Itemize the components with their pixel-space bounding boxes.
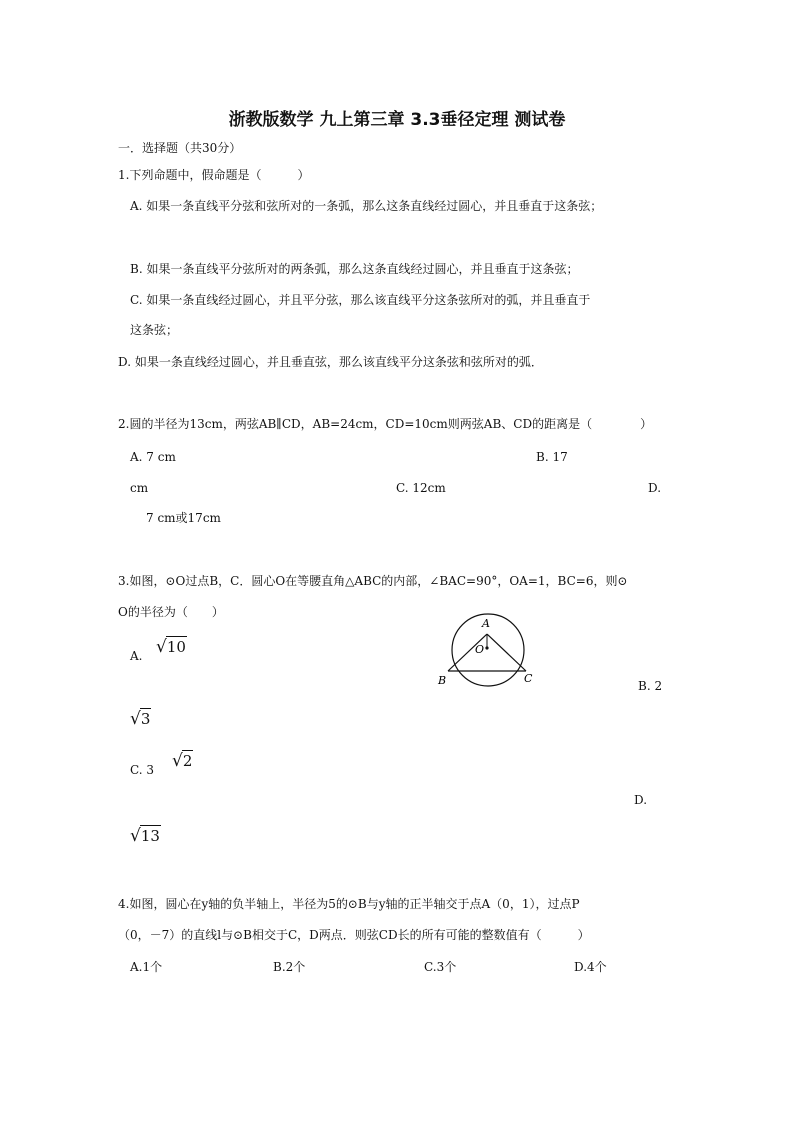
radicand: 2: [182, 752, 193, 770]
q2-option-c: C. 12cm: [396, 481, 446, 495]
q3-circle-figure: [436, 612, 540, 688]
q2-option-a: A. 7 cm: [130, 450, 176, 464]
q3-option-c-value: [172, 750, 193, 771]
q3-option-c: C. 3: [130, 763, 155, 777]
label-o: O: [475, 643, 485, 656]
section-heading: 一．选择题（共30分）: [118, 141, 242, 155]
q2-option-b: B. 17: [536, 450, 568, 464]
radicand: 3: [140, 710, 151, 728]
q3-stem: 3.如图，⊙O过点B，C．圆心O在等腰直角△ABC的内部，∠BAC=90°，OA=1，BC=6，则⊙: [118, 574, 628, 588]
sqrt-symbol: √: [130, 709, 141, 729]
q2-option-d-cont: 7 cm或17cm: [146, 511, 221, 525]
q3-option-d-value: [130, 825, 161, 846]
q4-option-c: C.3个: [424, 960, 457, 974]
q3-option-d: D.: [634, 793, 648, 807]
q3-option-a-value: [156, 636, 187, 657]
page-title: 浙教版数学 九上第三章 3.3垂径定理 测试卷: [228, 110, 566, 130]
sqrt-symbol: √: [130, 826, 141, 846]
radicand: 13: [140, 827, 160, 845]
q1-option-c: C. 如果一条直线经过圆心，并且平分弦，那么该直线平分这条弦所对的弧，并且垂直于: [130, 293, 591, 307]
label-b: B: [438, 674, 447, 687]
q4-stem: 4.如图，圆心在y轴的负半轴上，半径为5的⊙B与y轴的正半轴交于点A（0，1），过点P: [118, 897, 580, 911]
radicand: 10: [166, 638, 186, 656]
q4-option-b: B.2个: [273, 960, 306, 974]
label-c: C: [524, 672, 533, 685]
q3-option-a: A.: [130, 649, 143, 663]
q3-option-b: B. 2: [638, 679, 663, 693]
q3-option-b-value: [130, 708, 151, 729]
q2-option-d: D.: [648, 481, 662, 495]
point-o: [485, 646, 488, 649]
q1-option-c-cont: 这条弦；: [130, 323, 179, 337]
q3-stem-cont: O的半径为（ ）: [118, 605, 224, 619]
q4-stem-cont: （0，－7）的直线l与⊙B相交于C，D两点．则弦CD长的所有可能的整数值有（ ）: [118, 928, 590, 942]
q2-option-b-cont: cm: [130, 481, 149, 495]
q4-option-d: D.4个: [574, 960, 607, 974]
segment-ac: [487, 634, 526, 671]
q2-stem: 2.圆的半径为13cm，两弦AB∥CD，AB=24cm，CD=10cm则两弦AB、CD的距离是（ ）: [118, 417, 653, 431]
sqrt-symbol: √: [156, 637, 167, 657]
q1-option-d: D. 如果一条直线经过圆心，并且垂直弦，那么该直线平分这条弦和弦所对的弧．: [118, 355, 543, 369]
q1-option-b: B. 如果一条直线平分弦所对的两条弧，那么这条直线经过圆心，并且垂直于这条弦；: [130, 262, 579, 276]
q1-option-a: A. 如果一条直线平分弦和弦所对的一条弧，那么这条直线经过圆心，并且垂直于这条弦；: [130, 199, 603, 213]
q4-option-a: A.1个: [130, 960, 163, 974]
sqrt-symbol: √: [172, 751, 183, 771]
label-a: A: [482, 617, 490, 630]
q1-stem: 1.下列命题中，假命题是（ ）: [118, 168, 310, 182]
